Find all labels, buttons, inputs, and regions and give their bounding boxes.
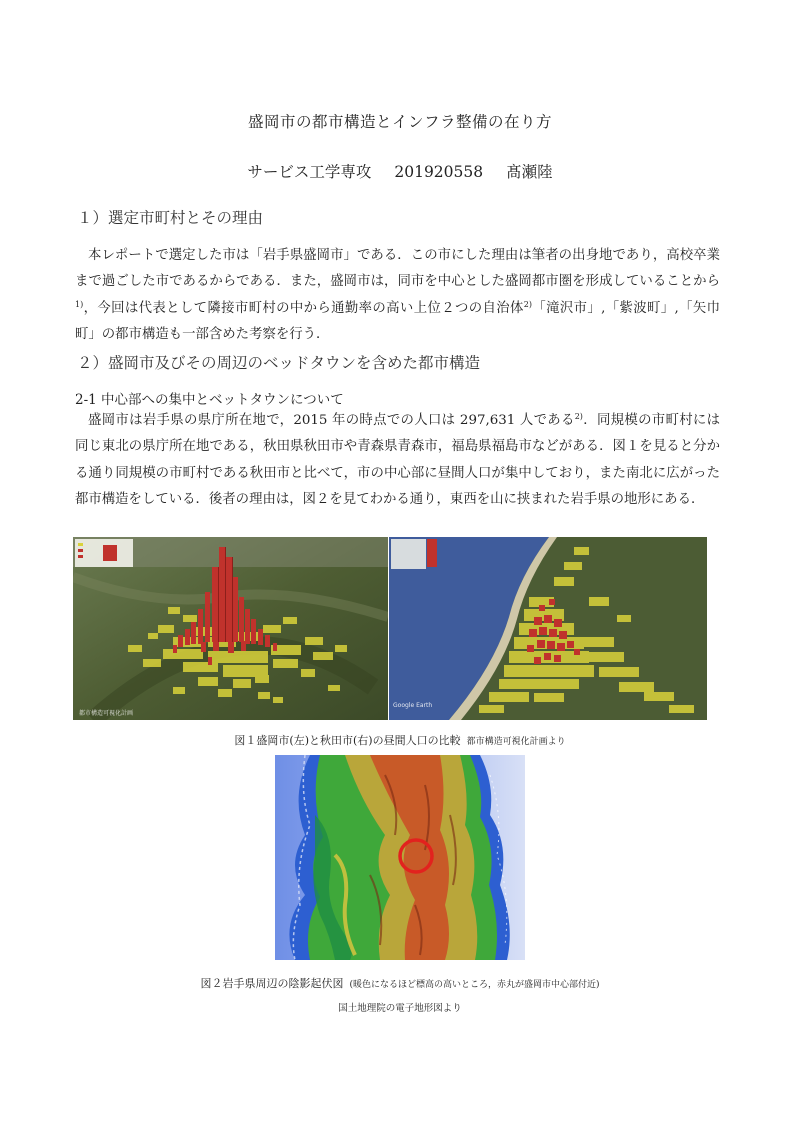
author-line [0,160,800,182]
footnote-ref: 2) [574,412,583,421]
figure2-caption-note: (暖色になるほど標高の高いところ，赤丸が盛岡市中心部付近) [349,980,600,990]
section2-heading: ２）盛岡市及びその周辺のベッドタウンを含めた都市構造 [77,354,481,372]
section2-text-a: 盛岡市は岩手県の県庁所在地で，2015 年の時点での人口は 297,631 人である [88,413,575,428]
section1-text-a: 本レポートで選定した市は「岩手県盛岡市」である．この市にした理由は筆者の出身地であり，高校卒業まで過ごした市であるからである．また，盛岡市は，同市を中心とした盛岡都市圏を形成していることから [75,248,720,290]
section2-paragraph [75,408,720,513]
author-student-id: 201920558 [394,163,484,181]
figure1-caption [0,732,800,748]
figure2-caption-text: 図２岩手県周辺の陰影起伏図 [200,977,344,990]
footnote-ref: 1) [75,299,84,309]
figure1-caption-text: 図１盛岡市(左)と秋田市(右)の昼間人口の比較 [234,734,461,747]
figure1-source: 都市構造可視化計画より [466,737,566,747]
figure2-caption [0,975,800,991]
author-course: サービス工学専攻 [247,163,372,181]
figure1-akita-map [389,537,707,720]
section2-text-b: ．同規模の市町村には同じ東北の県庁所在地である，秋田県秋田市や青森県青森市，福島県福島市などがある．図１を見ると分かる通り同規模の市町村である秋田市と比べて，市の中心部に昼間人口が集中しており，また南北に広がった都市構造をしている．後者の理由は，図２を見てわかる通り，東西を山に挟まれた岩手県の地形にある． [75,413,721,507]
figure1-morioka-map [73,537,388,720]
document-title: 盛岡市の都市構造とインフラ整備の在り方 [247,113,552,131]
section1-paragraph [75,243,720,348]
author-name: 髙瀬陸 [506,163,553,181]
section1-text-c: 「滝沢市」,「紫波町」,「矢巾町」の都市構造も一部含めた考察を行う． [75,300,721,342]
footnote-ref: 2) [523,299,532,309]
section1-text-b: ，今回は代表として隣接市町村の中から通勤率の高い上位２つの自治体 [83,300,524,316]
figure2-relief-map [275,755,525,960]
figure1-right-watermark: Google Earth [393,702,433,709]
section1-heading: １）選定市町村とその理由 [77,209,264,227]
figure2-source: 国土地理院の電子地形図より [338,1003,462,1014]
section2-subheading: 2-1 中心部への集中とベットタウンについて [75,392,344,408]
figure1-left-watermark: 都市構造可視化計画 [79,710,134,717]
